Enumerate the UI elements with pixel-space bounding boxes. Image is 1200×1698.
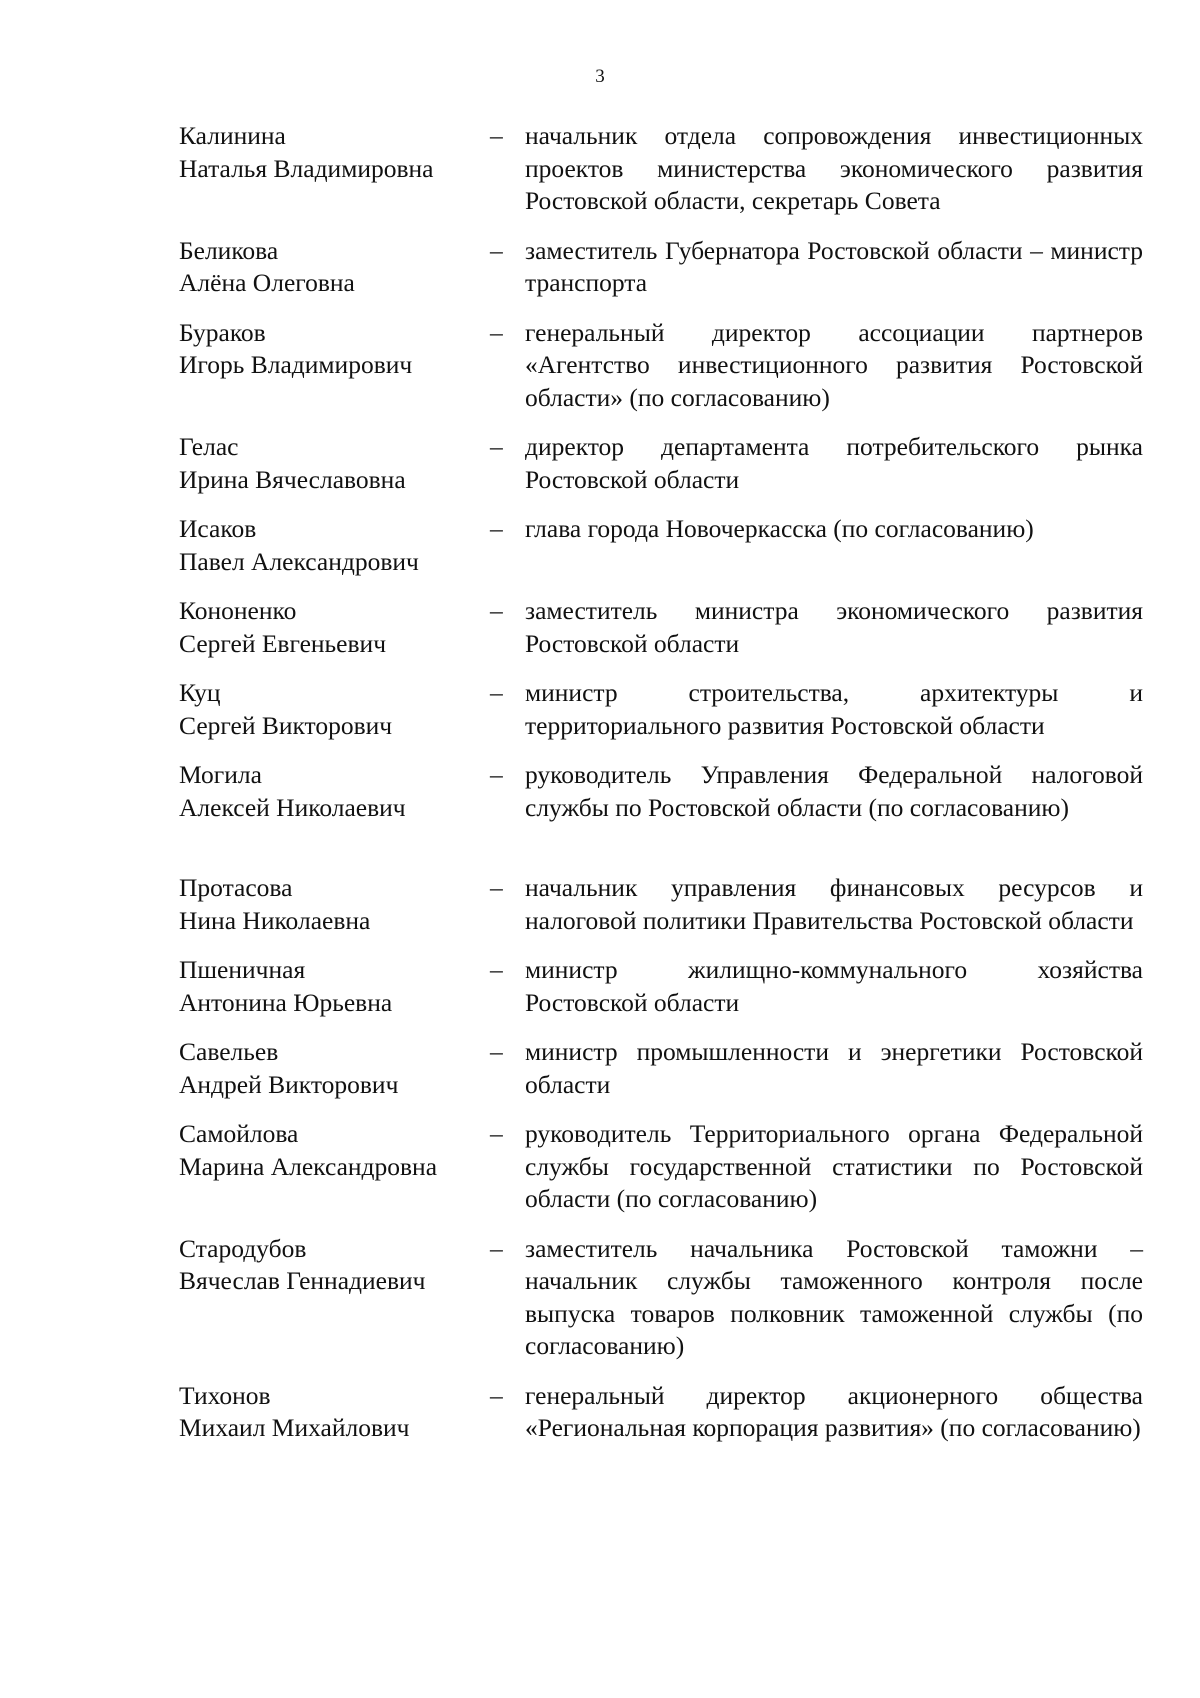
dash-separator: – bbox=[490, 760, 503, 789]
member-name bbox=[179, 1036, 489, 1101]
member-entry bbox=[179, 431, 1143, 496]
dash-separator: – bbox=[490, 235, 503, 265]
member-entry bbox=[179, 1380, 1143, 1445]
member-role: генеральный директор акционерного общества «Региональная корпорация развития» (по согласованию) bbox=[525, 1380, 1143, 1442]
member-entry bbox=[179, 317, 1143, 415]
member-role: начальник управления финансовых ресурсов и налоговой политики Правительства Ростовской области bbox=[525, 873, 1143, 935]
member-given-names: Алёна Олеговна bbox=[179, 268, 355, 297]
council-member-list bbox=[179, 120, 1143, 1462]
dash-separator: – bbox=[490, 121, 503, 150]
member-role: руководитель Территориального органа Федеральной службы государственной статистики по Ростовской области (по согласованию) bbox=[525, 1119, 1143, 1213]
dash-separator: – bbox=[490, 1037, 503, 1066]
dash-separator: – bbox=[490, 678, 503, 707]
member-given-names: Игорь Владимирович bbox=[179, 350, 413, 379]
member-given-names: Сергей Викторович bbox=[179, 710, 393, 740]
member-role: директор департамента потребительского рынка Ростовской области bbox=[525, 432, 1143, 494]
member-name bbox=[179, 513, 489, 578]
member-role: начальник отдела сопровождения инвестиционных проектов министерства экономического развития Ростовской области, секретарь Совета bbox=[525, 121, 1143, 215]
member-name bbox=[179, 595, 489, 660]
member-name bbox=[179, 120, 489, 218]
dash-separator: – bbox=[490, 596, 503, 625]
member-name bbox=[179, 677, 489, 742]
member-surname: Могила bbox=[179, 760, 262, 789]
member-role: заместитель начальника Ростовской таможни – начальник службы таможенного контроля после выпуска товаров полковник таможенной службы (по согласованию) bbox=[525, 1233, 1143, 1360]
member-name bbox=[179, 1118, 489, 1216]
member-role: руководитель Управления Федеральной налоговой службы по Ростовской области (по согласованию) bbox=[525, 760, 1143, 822]
member-name bbox=[179, 235, 489, 300]
page-number: 3 bbox=[595, 66, 605, 87]
member-entry bbox=[179, 954, 1143, 1019]
member-entry bbox=[179, 1118, 1143, 1216]
member-surname: Протасова bbox=[179, 873, 293, 902]
dash-separator: – bbox=[490, 1380, 503, 1410]
member-surname: Бураков bbox=[179, 317, 266, 347]
member-entry bbox=[179, 120, 1143, 218]
dash-separator: – bbox=[490, 317, 503, 347]
member-name bbox=[179, 872, 489, 937]
member-surname: Гелас bbox=[179, 432, 239, 461]
dash-separator: – bbox=[490, 514, 503, 543]
member-surname: Самойлова bbox=[179, 1119, 299, 1148]
member-name bbox=[179, 317, 489, 415]
member-surname: Куц bbox=[179, 678, 221, 707]
member-given-names: Алексей Николаевич bbox=[179, 792, 406, 822]
member-name bbox=[179, 759, 489, 824]
member-surname: Стародубов bbox=[179, 1233, 307, 1263]
member-name bbox=[179, 954, 489, 1019]
member-given-names: Вячеслав Геннадиевич bbox=[179, 1266, 426, 1295]
member-surname: Беликова bbox=[179, 235, 279, 265]
member-given-names: Нина Николаевна bbox=[179, 905, 371, 935]
member-role: глава города Новочеркасска (по согласованию) bbox=[525, 514, 1034, 543]
member-surname: Исаков bbox=[179, 514, 257, 543]
member-name bbox=[179, 431, 489, 496]
member-entry bbox=[179, 1233, 1143, 1363]
dash-separator: – bbox=[490, 955, 503, 984]
dash-separator: – bbox=[490, 1119, 503, 1148]
member-surname: Пшеничная bbox=[179, 955, 306, 984]
member-given-names: Ирина Вячеславовна bbox=[179, 464, 406, 494]
member-entry bbox=[179, 872, 1143, 937]
member-entry bbox=[179, 1036, 1143, 1101]
member-entry bbox=[179, 677, 1143, 742]
member-given-names: Антонина Юрьевна bbox=[179, 987, 393, 1017]
dash-separator: – bbox=[490, 1233, 503, 1263]
member-entry bbox=[179, 513, 1143, 578]
member-entry bbox=[179, 235, 1143, 300]
member-surname: Кононенко bbox=[179, 596, 297, 625]
member-entry bbox=[179, 759, 1143, 824]
member-given-names: Михаил Михайлович bbox=[179, 1413, 410, 1442]
member-role: министр жилищно-коммунального хозяйства Ростовской области bbox=[525, 955, 1143, 1017]
member-role: генеральный директор ассоциации партнеров «Агентство инвестиционного развития Ростовской области» (по согласованию) bbox=[525, 317, 1143, 412]
member-given-names: Марина Александровна bbox=[179, 1151, 438, 1181]
member-surname: Савельев bbox=[179, 1037, 279, 1066]
member-role: заместитель министра экономического развития Ростовской области bbox=[525, 596, 1143, 658]
member-given-names: Павел Александрович bbox=[179, 546, 419, 576]
member-given-names: Сергей Евгеньевич bbox=[179, 628, 387, 658]
member-role: министр промышленности и энергетики Ростовской области bbox=[525, 1037, 1143, 1099]
member-entry bbox=[179, 595, 1143, 660]
member-role: министр строительства, архитектуры и территориального развития Ростовской области bbox=[525, 678, 1143, 740]
member-surname: Тихонов bbox=[179, 1380, 271, 1410]
dash-separator: – bbox=[490, 873, 503, 902]
dash-separator: – bbox=[490, 432, 503, 461]
member-given-names: Наталья Владимировна bbox=[179, 153, 434, 183]
member-role: заместитель Губернатора Ростовской области – министр транспорта bbox=[525, 235, 1143, 297]
member-name bbox=[179, 1380, 489, 1445]
member-surname: Калинина bbox=[179, 121, 286, 150]
member-name bbox=[179, 1233, 489, 1363]
member-given-names: Андрей Викторович bbox=[179, 1069, 399, 1099]
